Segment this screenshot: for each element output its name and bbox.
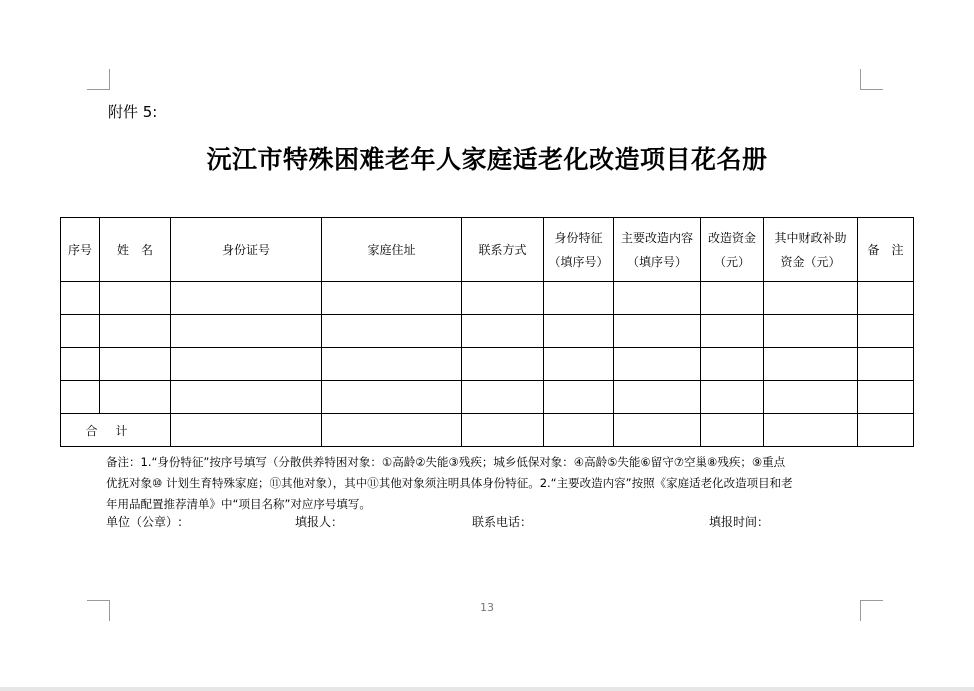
page-bottom-divider [0,687,974,691]
header-identity [544,218,614,282]
table-row [61,381,914,414]
note-line-3: 年用品配置推荐清单》中“项目名称”对应序号填写。 [106,497,371,511]
date-label: 填报时间： [709,515,770,529]
total-label: 合计 [85,423,146,438]
crop-mark-top-right [860,69,883,90]
header-address: 家庭住址 [322,218,462,282]
document-title: 沅江市特殊困难老年人家庭适老化改造项目花名册 [206,145,768,174]
header-id-number: 身份证号 [171,218,322,282]
header-subsidy [764,218,858,282]
table-header-row [61,218,914,282]
table-row [61,348,914,381]
header-content-line1: 主要改造内容 [620,230,693,245]
note-line-1: 备注：1.“身份特征”按序号填写（分散供养特困对象：①高龄②失能③残疾；城乡低保对象：④高龄⑤失能⑥留守⑦空巢⑧残疾；⑨重点 [106,455,786,469]
page-number: 13 [480,601,494,614]
header-funds-line2: （元） [713,254,750,269]
header-content-line2: （填序号） [626,254,687,269]
crop-mark-top-left [87,69,110,90]
table-row [61,315,914,348]
header-subsidy-line2: 资金（元） [780,254,841,269]
note-line-2: 优抚对象⑩ 计划生育特殊家庭；⑪其他对象），其中⑪其他对象须注明具体身份特征。2.“主要改造内容”按照《家庭适老化改造项目和老 [106,476,793,490]
header-remarks: 备 注 [858,218,914,282]
table-row [61,282,914,315]
header-name: 姓 名 [100,218,171,282]
header-identity-line1: 身份特征 [554,230,603,245]
header-funds-line1: 改造资金 [707,230,756,245]
phone-label: 联系电话： [472,515,533,529]
filler-label: 填报人： [295,515,344,529]
header-contact: 联系方式 [462,218,544,282]
unit-seal-label: 单位（公章）: [106,515,183,529]
header-main-content [614,218,701,282]
header-identity-line2: （填序号） [548,254,609,269]
header-seq: 序号 [61,218,100,282]
header-funds [701,218,764,282]
total-row [61,414,914,447]
total-label-cell [61,414,171,447]
header-subsidy-line1: 其中财政补助 [774,230,847,245]
roster-table [60,217,914,447]
attachment-label: 附件 5: [108,103,158,121]
notes-block [106,452,866,515]
